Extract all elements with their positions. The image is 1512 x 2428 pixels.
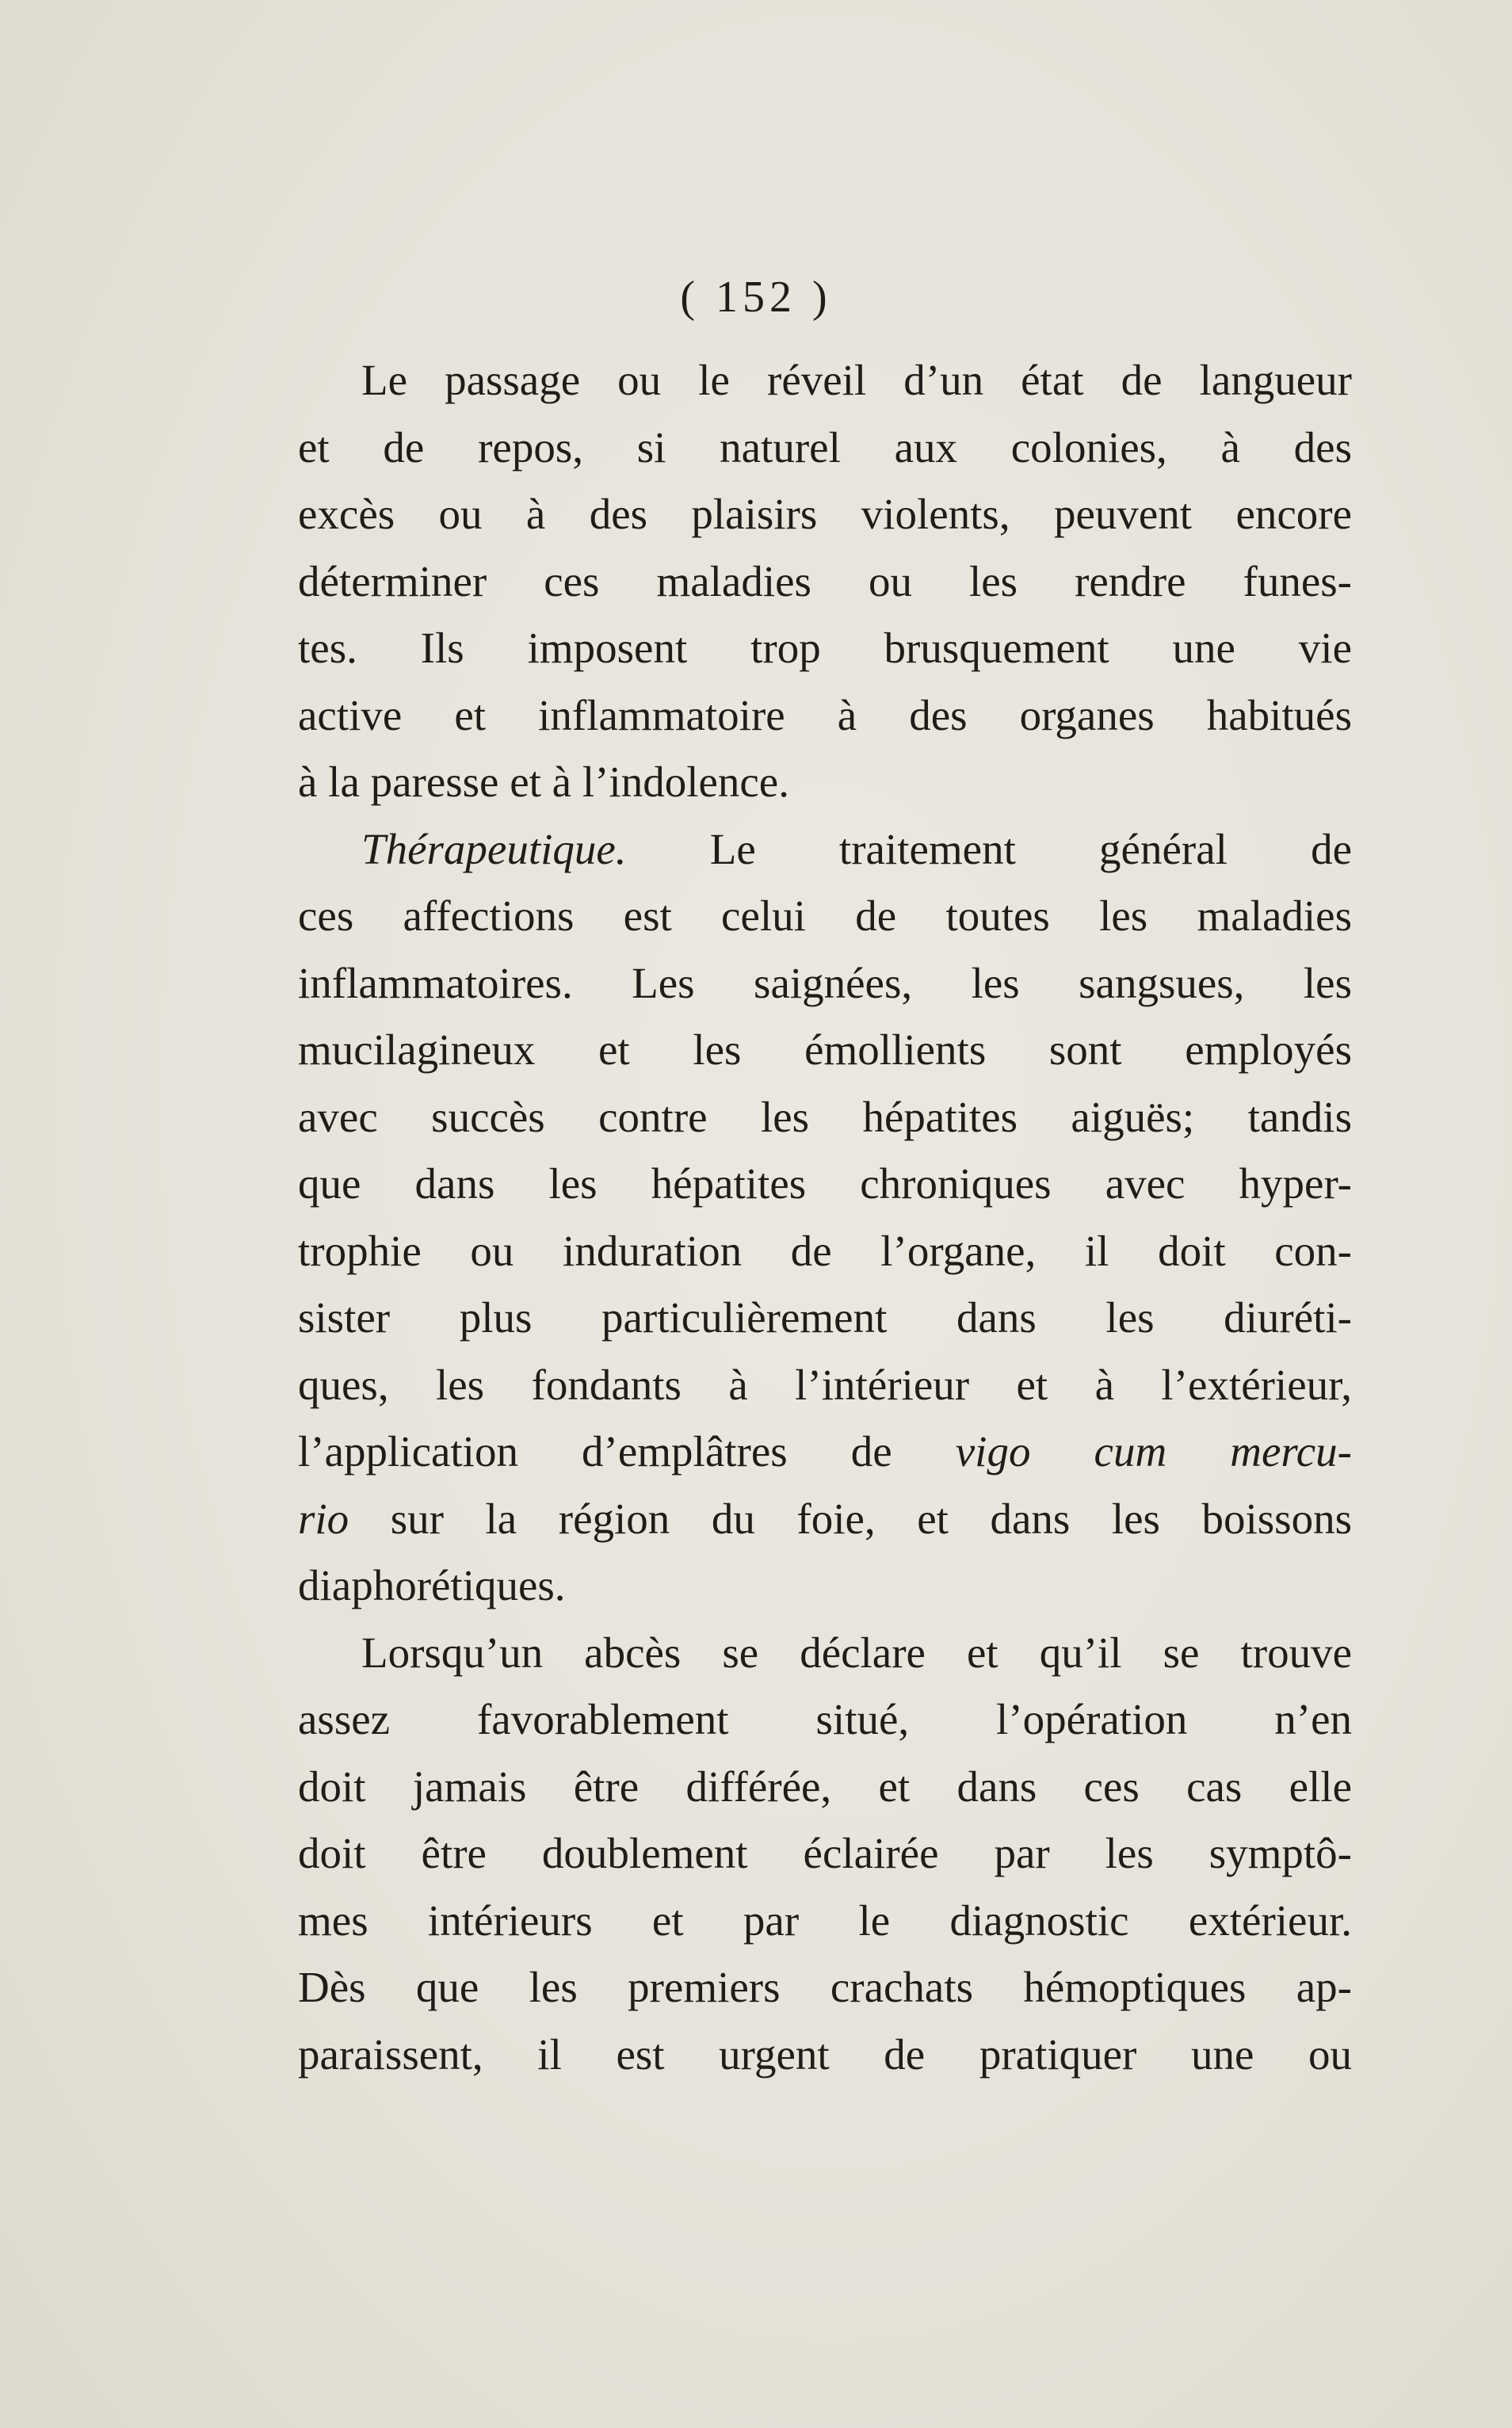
text-line: ques, les fondants à l’intérieur et à l’extérieur, <box>298 1360 1352 1409</box>
text-line: à la paresse et à l’indolence. <box>298 758 789 806</box>
text-line: Le passage ou le réveil d’un état de langueur <box>361 356 1352 404</box>
section-heading-therapeutique: Thérapeutique. <box>361 824 627 873</box>
text-line-vigo <box>298 1418 1352 1486</box>
text-line: assez favorablement situé, l’opération n’en <box>298 1695 1352 1743</box>
body-text <box>298 347 1352 2088</box>
text-line: doit être doublement éclairée par les symptô- <box>298 1829 1352 1877</box>
text-line: diaphorétiques. <box>298 1561 566 1609</box>
text-line: excès ou à des plaisirs violents, peuvent encore <box>298 490 1352 538</box>
text-line: que dans les hépatites chroniques avec hyper- <box>298 1159 1352 1208</box>
text-line: trophie ou induration de l’organe, il doit con- <box>298 1226 1352 1275</box>
text-line: Lorsqu’un abcès se déclare et qu’il se trouve <box>361 1628 1352 1677</box>
text-line: mucilagineux et les émollients sont employés <box>298 1025 1352 1074</box>
latin-term: rio <box>298 1494 349 1543</box>
text-line: doit jamais être différée, et dans ces cas elle <box>298 1762 1352 1811</box>
text-line: avec succès contre les hépatites aiguës; tandis <box>298 1092 1352 1141</box>
text-line: mes intérieurs et par le diagnostic extérieur. <box>298 1895 1352 1945</box>
text-line: Dès que les premiers crachats hémoptiques ap- <box>298 1963 1352 2011</box>
page-number: ( 152 ) <box>680 273 832 322</box>
text-line: tes. Ils imposent trop brusquement une vie <box>298 624 1352 672</box>
text-line: inflammatoires. Les saignées, les sangsues, les <box>298 958 1352 1007</box>
text-fragment: l’application d’emplâtres de <box>298 1427 956 1476</box>
text-line: déterminer ces maladies ou les rendre funes- <box>298 556 1352 605</box>
text-fragment: sur la région du foie, et dans les boissons <box>349 1494 1352 1543</box>
text-fragment: Le traitement général de <box>626 824 1352 873</box>
text-line: paraissent, il est urgent de pratiquer une ou <box>298 2029 1352 2079</box>
text-line: active et inflammatoire à des organes habitués <box>298 690 1352 739</box>
text-line-therapeutique <box>298 816 1352 884</box>
text-line: sister plus particulièrement dans les diuréti- <box>298 1293 1352 1342</box>
text-line: ces affections est celui de toutes les maladies <box>298 891 1352 940</box>
text-line-vigo-cont <box>298 1486 1352 1553</box>
latin-term: vigo cum mercu- <box>955 1427 1352 1476</box>
text-line: et de repos, si naturel aux colonies, à des <box>298 422 1352 471</box>
